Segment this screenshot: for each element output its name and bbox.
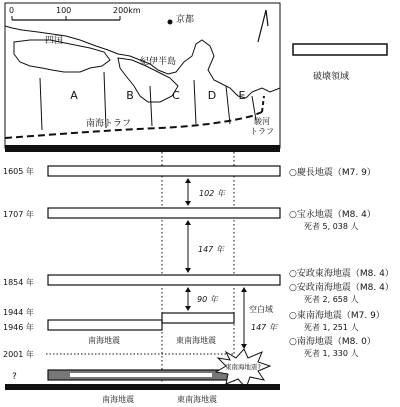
- segment-label-d: D: [207, 89, 217, 102]
- quake-keicho: ○慶長地震（M7. 9）: [289, 168, 376, 178]
- nankai-quake-label-1946: 南海地震: [88, 336, 120, 345]
- interval-label-90: 90 年: [197, 295, 218, 304]
- nankai-trough-line: [5, 112, 262, 138]
- kyoto-label: 京都: [176, 15, 195, 25]
- rupture-bar-1707: [48, 208, 280, 218]
- year-unknown: ?: [12, 372, 17, 382]
- suruga-trough-line: [262, 96, 264, 112]
- timeline-bottom-band: [5, 384, 280, 390]
- segment-label-e: E: [238, 89, 246, 102]
- scale-label-100: 100: [56, 6, 72, 15]
- year-1707: 1707 年: [3, 210, 34, 219]
- segment-boundary-1: [40, 78, 42, 130]
- quake-ansei-tokai: ○安政東海地震（M8. 4）: [289, 269, 394, 279]
- legend: [293, 44, 387, 82]
- year-1854: 1854 年: [3, 278, 34, 287]
- blank-zone-label: 空白域: [249, 305, 273, 314]
- quake-tonankai: ○東南海地震（M7. 9）: [289, 311, 385, 321]
- year-1946: 1946 年: [3, 323, 34, 332]
- segment-boundary-5: [226, 86, 230, 124]
- map: [5, 3, 280, 148]
- tonankai-quake-label-1944: 東南海地震: [176, 336, 216, 345]
- bottom-label-tonankai: 東南海地震: [177, 395, 217, 404]
- earthquake-list: [289, 166, 394, 358]
- suruga-trough-label-1: 駿河: [254, 117, 270, 126]
- interval-label-147-b: 147 年: [251, 323, 277, 332]
- segment-label-c: C: [172, 89, 180, 102]
- interval-label-102: 102 年: [199, 189, 225, 198]
- segment-label-a: A: [70, 89, 78, 102]
- quake-ansei-nankai: ○安政南海地震（M8. 4）: [289, 283, 394, 293]
- quake-nankai: ○南海地震（M8. 0）: [289, 337, 376, 347]
- interval-label-147-a: 147 年: [198, 245, 224, 254]
- rupture-bar-1854: [48, 275, 280, 285]
- future-rupture-bar-inner: [70, 373, 212, 377]
- timeline-top-band: [5, 145, 280, 152]
- quake-nankai-deaths: 死者 1, 330 人: [304, 349, 359, 358]
- quake-hoei: ○宝永地震（M8. 4）: [289, 210, 376, 220]
- segment-label-b: B: [126, 89, 134, 102]
- legend-label: 破壊領域: [313, 72, 350, 82]
- kyoto-marker: [168, 20, 173, 25]
- quake-ansei-nankai-deaths: 死者 2, 658 人: [304, 295, 359, 304]
- segment-boundary-4: [194, 80, 196, 124]
- year-2001: 2001 年: [3, 350, 34, 359]
- rupture-bar-1944: [162, 313, 234, 323]
- year-1605: 1605 年: [3, 167, 34, 176]
- timeline: [3, 145, 280, 404]
- kii-peninsula-label: 紀伊半島: [140, 57, 177, 67]
- quake-hoei-deaths: 死者 5, 038 人: [304, 222, 359, 231]
- suruga-trough-label-2: トラフ: [250, 127, 274, 136]
- shikoku-label: 四国: [45, 36, 64, 46]
- scale-label-200: 200km: [113, 6, 141, 15]
- rupture-bar-1605: [48, 166, 280, 176]
- quake-tonankai-deaths: 死者 1, 251 人: [304, 323, 359, 332]
- rupture-bar-1946: [48, 320, 162, 330]
- scale-label-0: 0: [9, 6, 15, 15]
- future-quake-label: 東南海地震?: [225, 363, 261, 371]
- bottom-label-nankai: 南海地震: [102, 395, 134, 404]
- legend-swatch: [293, 44, 387, 55]
- nankai-trough-label: 南海トラフ: [86, 119, 132, 129]
- year-1944: 1944 年: [3, 308, 34, 317]
